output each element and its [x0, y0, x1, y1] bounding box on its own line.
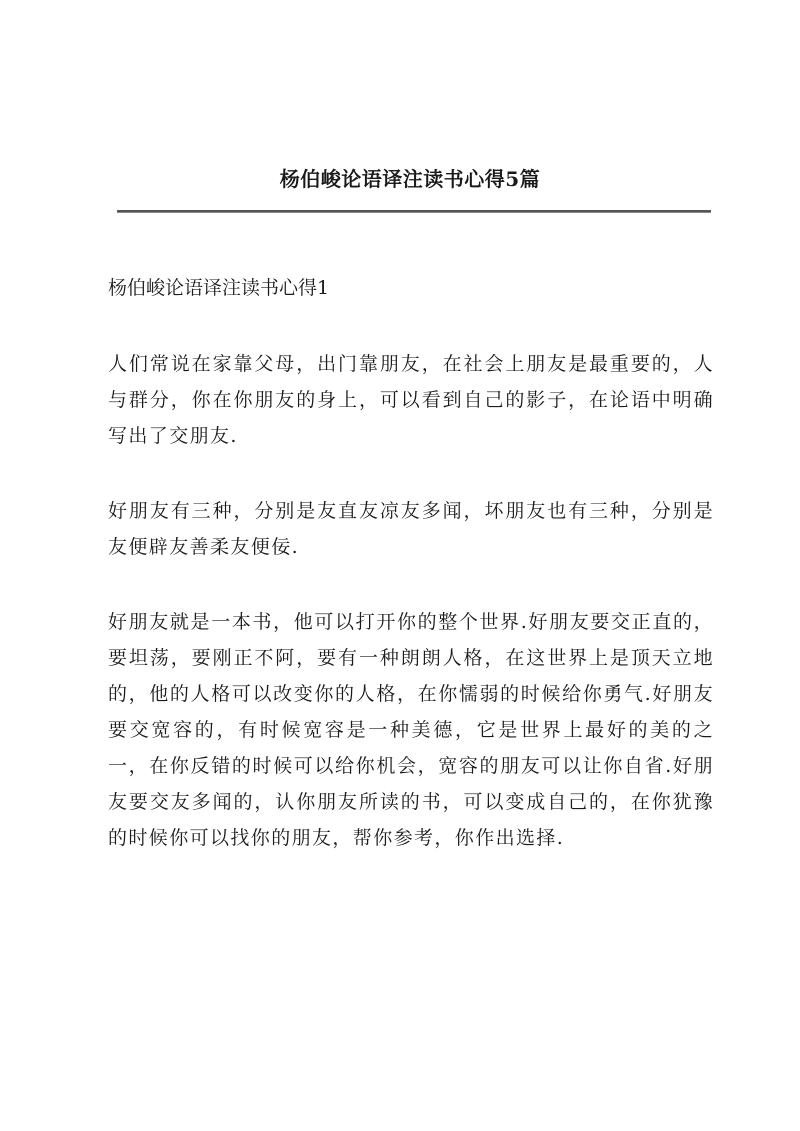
- title-divider: [117, 210, 711, 213]
- paragraph-2: 好朋友有三种，分别是友直友凉友多闻，坏朋友也有三种，分别是友便辟友善柔友便佞.: [108, 500, 714, 558]
- paragraph-3: 好朋友就是一本书，他可以打开你的整个世界.好朋友要交正直的，要坦荡，要刚正不阿，要有一种朗朗人格，在这世界上是顶天立地的，他的人格可以改变你的人格，在你懦弱的时候给你勇气.好朋友要交宽容的，有时候宽容是一种美德，它是世界上最好的美的之一，在你反错的时候可以给你机会，宽容的朋友可以让你自省.好朋友要交友多闻的，认你朋友所读的书，可以变成自己的，在你犹豫的时候你可以找你的朋友，帮你参考，你作出选择.: [108, 611, 714, 849]
- document-body: [108, 270, 714, 895]
- section-heading: 杨伯峻论语译注读书心得1: [108, 277, 330, 299]
- paragraph-1: 人们常说在家靠父母，出门靠朋友，在社会上朋友是最重要的，人与群分，你在你朋友的身上，可以看到自己的影子，在论语中明确写出了交朋友.: [108, 353, 714, 447]
- document-title: 杨伯峻论语译注读书心得5篇: [279, 167, 541, 191]
